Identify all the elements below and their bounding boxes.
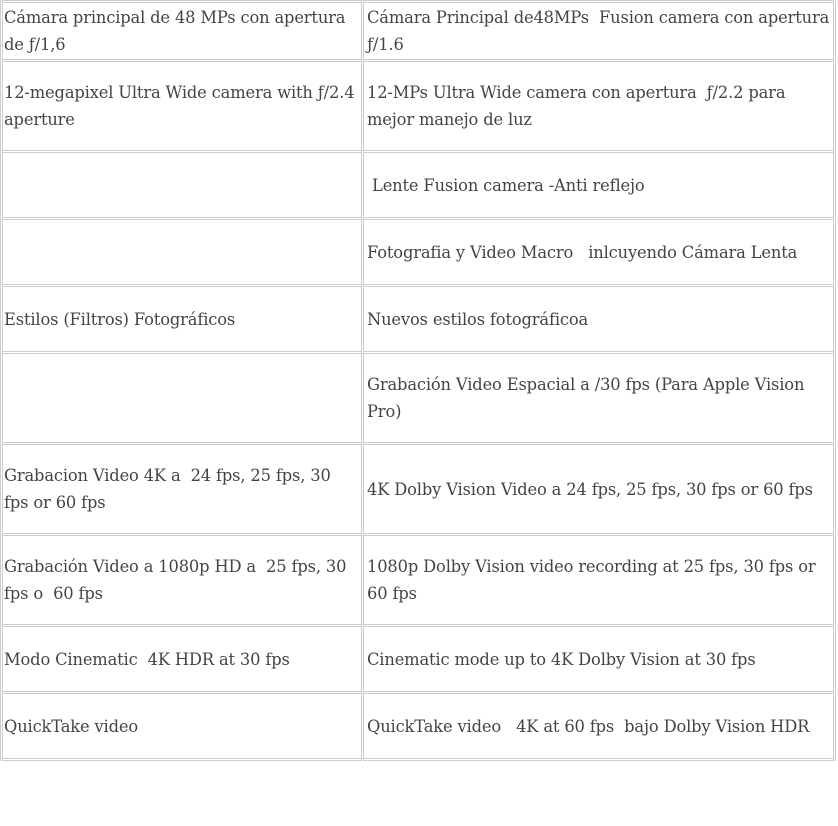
table-cell-left: [2, 61, 363, 152]
cell-text: Fotografia y Video Macro inlcuyendo Cámara Lenta: [367, 242, 798, 262]
cell-text: 1080p Dolby Vision video recording at 25 fps, 30 fps or 60 fps: [367, 557, 821, 603]
table-cell-left: [2, 286, 363, 353]
cell-text: QuickTake video: [4, 716, 139, 736]
cell-text: Modo Cinematic 4K HDR at 30 fps: [4, 649, 290, 669]
table-row: [2, 444, 835, 535]
table-cell-right: [363, 353, 835, 444]
table-cell-right: [363, 444, 835, 535]
cell-text: Cámara Principal de48MPs Fusion camera con apertura ƒ/1.6: [367, 8, 835, 54]
table-cell-left: [2, 2, 363, 61]
cell-text: Lente Fusion camera -Anti reflejo: [367, 175, 645, 195]
table-row: [2, 693, 835, 760]
table-cell-left: [2, 152, 363, 219]
table-cell-right: [363, 152, 835, 219]
table-cell-right: [363, 286, 835, 353]
table-cell-right: [363, 626, 835, 693]
cell-text: Grabación Video Espacial a /30 fps (Para Apple Vision Pro): [367, 375, 810, 421]
table-cell-right: [363, 61, 835, 152]
table-cell-right: [363, 693, 835, 760]
table-cell-left: [2, 353, 363, 444]
cell-text: Cinematic mode up to 4K Dolby Vision at 30 fps: [367, 649, 756, 669]
table-row: [2, 2, 835, 61]
table-cell-left: [2, 535, 363, 626]
table-row: [2, 219, 835, 286]
table-cell-left: [2, 693, 363, 760]
cell-text: Estilos (Filtros) Fotográficos: [4, 309, 236, 329]
table-cell-right: [363, 2, 835, 61]
table-row: [2, 61, 835, 152]
table-row: [2, 535, 835, 626]
cell-text: Nuevos estilos fotográficoa: [367, 309, 589, 329]
cell-text: Grabacion Video 4K a 24 fps, 25 fps, 30 fps or 60 fps: [4, 466, 336, 512]
cell-text: 4K Dolby Vision Video a 24 fps, 25 fps, 30 fps or 60 fps: [367, 479, 813, 499]
table-cell-left: [2, 626, 363, 693]
table-row: [2, 286, 835, 353]
cell-text: QuickTake video 4K at 60 fps bajo Dolby Vision HDR: [367, 716, 810, 736]
table-row: [2, 353, 835, 444]
cell-text: Cámara principal de 48 MPs con apertura de ƒ/1,6: [4, 8, 351, 54]
table-cell-left: [2, 444, 363, 535]
table-row: [2, 152, 835, 219]
cell-text: 12-megapixel Ultra Wide camera with ƒ/2.4 aperture: [4, 83, 360, 129]
table-row: [2, 626, 835, 693]
cell-text: Grabación Video a 1080p HD a 25 fps, 30 fps o 60 fps: [4, 557, 352, 603]
table-cell-right: [363, 535, 835, 626]
table-cell-right: [363, 219, 835, 286]
table-cell-left: [2, 219, 363, 286]
cell-text: 12-MPs Ultra Wide camera con apertura ƒ/2.2 para mejor manejo de luz: [367, 83, 791, 129]
